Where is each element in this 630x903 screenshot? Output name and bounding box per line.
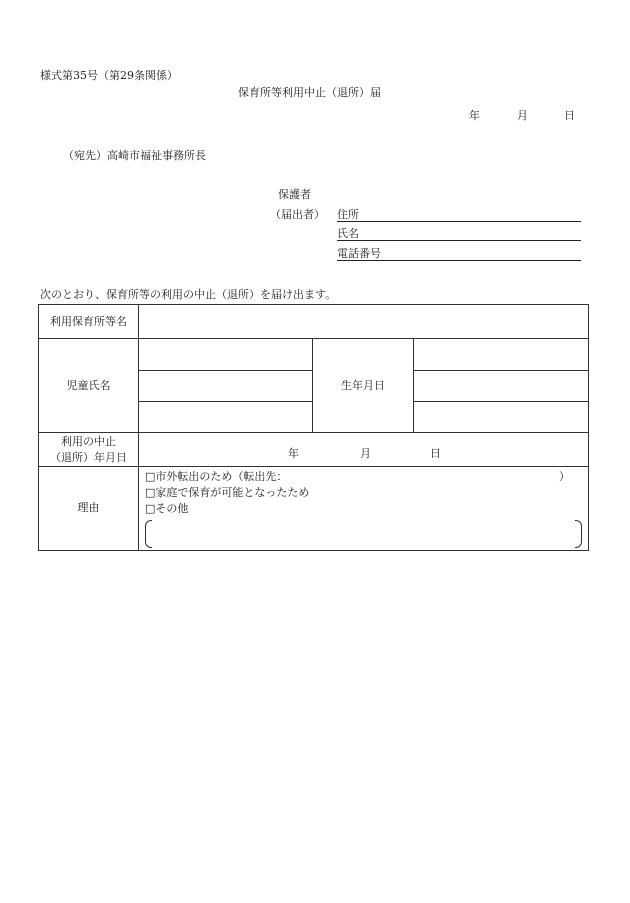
other-reason-input[interactable] xyxy=(145,520,582,546)
right-bracket xyxy=(575,520,582,548)
reason-option-home-care[interactable]: □家庭で保育が可能となったため xyxy=(145,485,310,499)
stop-date-label xyxy=(39,433,139,467)
phone-field[interactable] xyxy=(337,260,581,261)
name-field[interactable] xyxy=(337,240,581,241)
reason-option-move-out-text: □市外転出のため（転出先： xyxy=(145,470,288,483)
stop-date-label-line1: 利用の中止 xyxy=(61,434,116,448)
child-name-input-2[interactable] xyxy=(139,371,313,402)
left-bracket xyxy=(145,520,152,548)
facility-input[interactable] xyxy=(139,305,589,339)
withdrawal-form-table xyxy=(38,304,589,551)
document-title: 保育所等利用中止（退所）届 xyxy=(238,86,381,99)
stop-month-label: 月 xyxy=(360,447,371,460)
phone-label: 電話番号 xyxy=(337,247,381,260)
birthdate-label: 生年月日 xyxy=(313,339,414,433)
submitter-label: （届出者） xyxy=(270,208,325,221)
intro-sentence: 次のとおり、保育所等の利用の中止（退所）を届け出ます。 xyxy=(40,288,337,301)
reason-option-move-out[interactable] xyxy=(145,469,588,485)
name-label: 氏名 xyxy=(337,227,359,240)
address-field[interactable] xyxy=(337,221,581,222)
facility-label: 利用保育所等名 xyxy=(39,305,139,339)
child-name-label: 児童氏名 xyxy=(39,339,139,433)
child-name-input-3[interactable] xyxy=(139,402,313,433)
stop-year-label: 年 xyxy=(288,447,299,460)
child-name-input-1[interactable] xyxy=(139,339,313,371)
reason-option-other[interactable]: □その他 xyxy=(145,501,189,515)
date-year-label: 年 xyxy=(469,109,480,122)
birthdate-input-1[interactable] xyxy=(414,339,589,371)
form-number: 様式第35号（第29条関係） xyxy=(40,69,178,82)
guardian-heading: 保護者 xyxy=(278,188,311,201)
stop-day-label: 日 xyxy=(430,447,441,460)
reason-cell xyxy=(139,467,589,551)
stop-date-input[interactable] xyxy=(139,433,589,467)
reason-option-move-out-close: ） xyxy=(559,470,571,483)
birthdate-input-2[interactable] xyxy=(414,371,589,402)
birthdate-input-3[interactable] xyxy=(414,402,589,433)
stop-date-label-line2: （退所）年月日 xyxy=(50,450,127,464)
address-label: 住所 xyxy=(337,208,359,221)
date-month-label: 月 xyxy=(517,109,528,122)
date-day-label: 日 xyxy=(564,109,575,122)
reason-label: 理由 xyxy=(39,467,139,551)
recipient: （宛先）高崎市福祉事務所長 xyxy=(63,149,206,162)
